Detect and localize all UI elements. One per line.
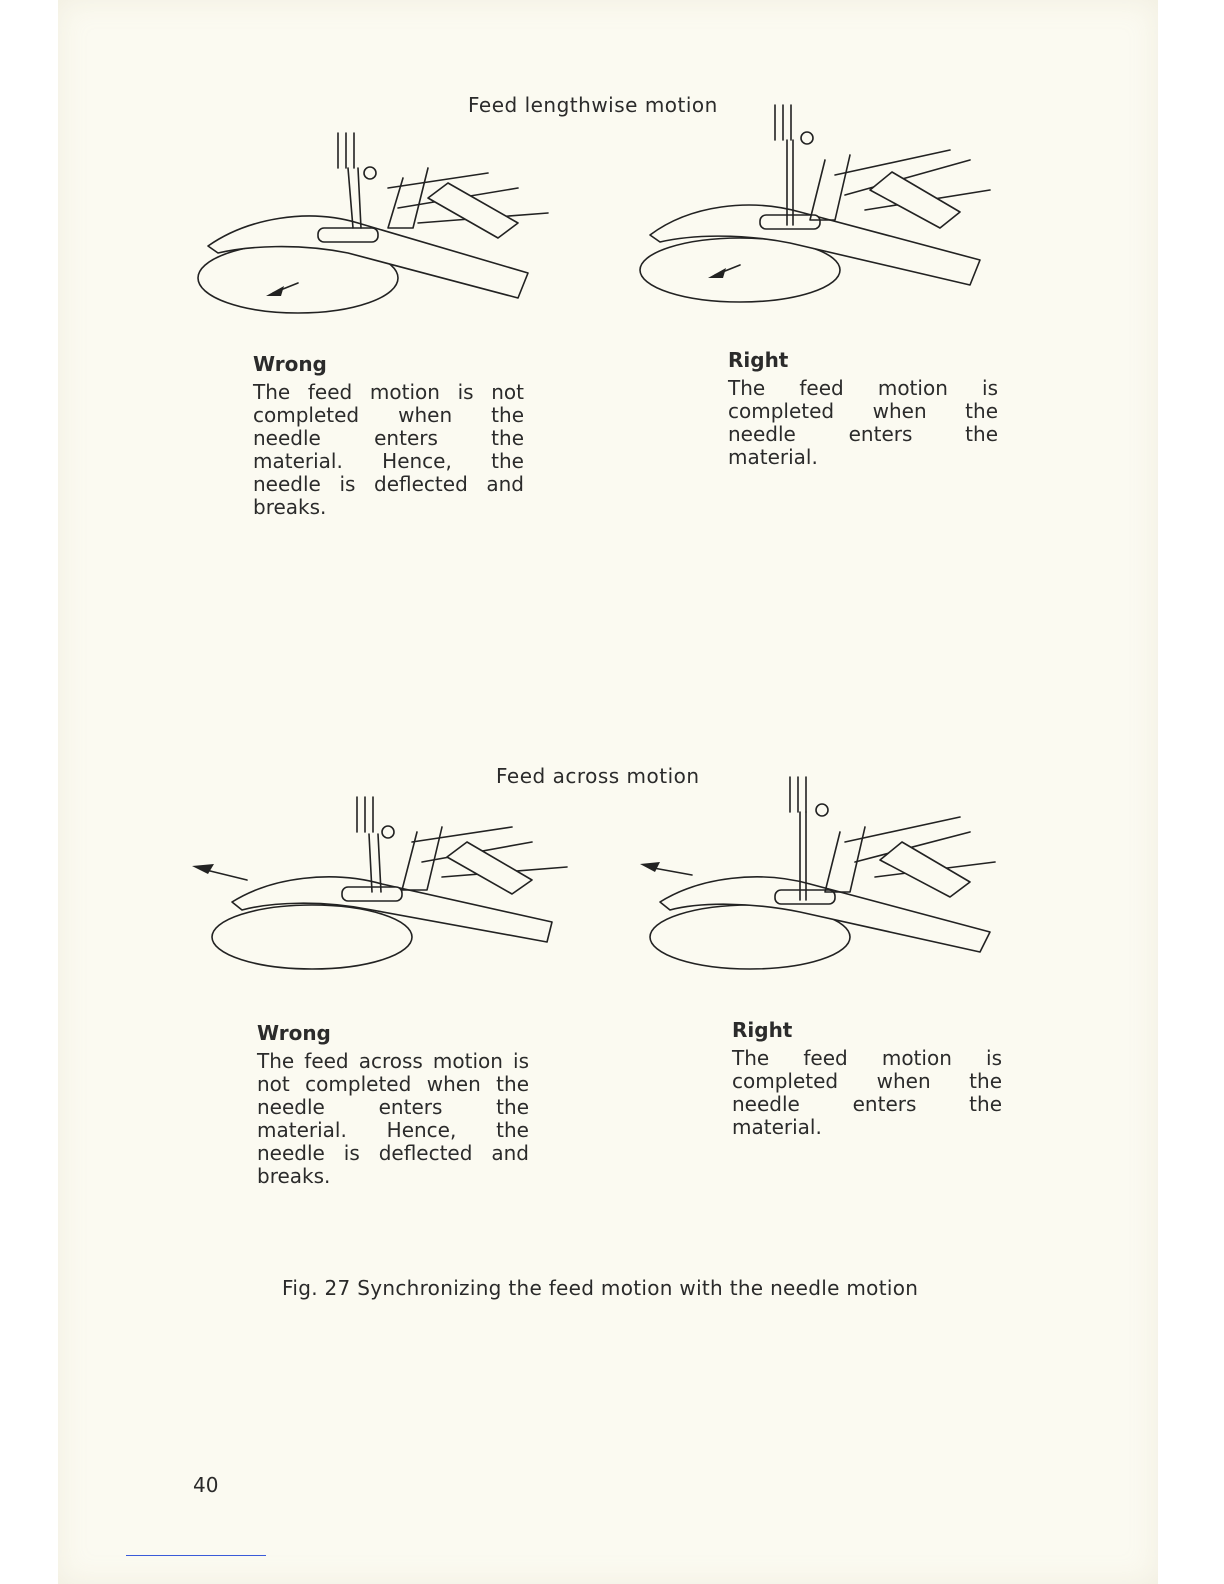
caption-lengthwise-right: [728, 349, 998, 469]
caption-across-right: [732, 1019, 1002, 1139]
caption-lengthwise-wrong: [253, 353, 524, 519]
caption-heading: Right: [732, 1018, 793, 1042]
illustration-across-wrong: [192, 792, 572, 982]
caption-body: The feed across motion is not completed when the needle enters the material. Hence, the needle is deflected and breaks.: [257, 1049, 529, 1188]
caption-body: The feed motion is completed when the needle enters the material.: [728, 376, 998, 469]
illustration-across-right: [640, 772, 1000, 982]
section-title-across: Feed across motion: [496, 764, 700, 788]
caption-body: The feed motion is completed when the needle enters the material.: [732, 1046, 1002, 1139]
link-underline[interactable]: [126, 1555, 266, 1556]
caption-heading: Wrong: [253, 352, 327, 376]
page-number: 40: [193, 1473, 219, 1497]
illustration-lengthwise-wrong: [188, 128, 558, 328]
section-title-lengthwise: Feed lengthwise motion: [468, 93, 718, 117]
caption-body: The feed motion is not completed when the needle enters the material. Hence, the needle is deflected and breaks.: [253, 380, 524, 519]
caption-heading: Right: [728, 348, 789, 372]
figure-caption: Fig. 27 Synchronizing the feed motion with the needle motion: [282, 1276, 919, 1300]
caption-heading: Wrong: [257, 1021, 331, 1045]
caption-across-wrong: [257, 1022, 529, 1188]
illustration-lengthwise-right: [630, 100, 1000, 310]
